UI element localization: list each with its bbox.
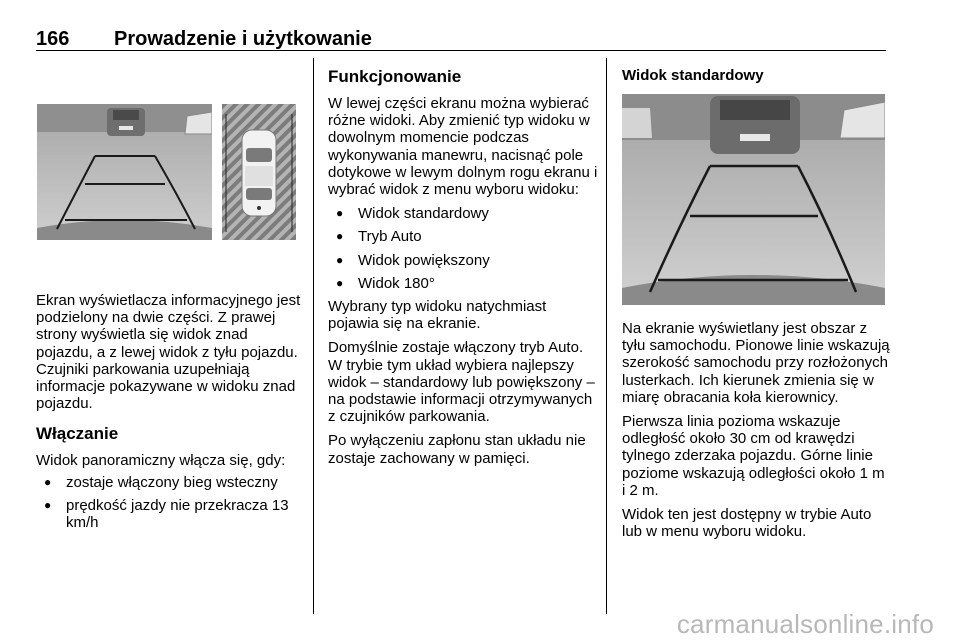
list-item: ● prędkość jazdy nie przekracza 13 km/h [36,497,308,531]
function-paragraph-2: Wybrany typ widoku natychmiast pojawia się na ekranie. [328,298,547,333]
chapter-title: Prowadzenie i użytkowanie [114,28,372,50]
column-divider-2 [606,58,607,614]
top-view-image [222,104,296,240]
activation-conditions-list [36,474,308,532]
function-paragraph-1: W lewej części ekranu można wybierać różne widoki. Aby zmienić typ widoku w dowolnym momencie podczas wykonywania manewru, nacisnąć pole dotykowe w lewym dolnym rogu ekranu i wybrać widok z menu wyboru widoku: [328,95,598,199]
column-divider-1 [313,58,314,614]
list-item: ● zostaje włączony bieg wsteczny [36,474,308,491]
page-number: 166 [36,28,70,50]
list-item: ● Widok powiększony [328,252,600,269]
standard-view-image [622,94,885,305]
section-heading-widok-standardowy: Widok standardowy [622,67,764,84]
column-3 [622,320,890,547]
standard-view-paragraph-2: Pierwsza linia pozioma wskazuje odległość około 30 cm od krawędzi tylnego zderzaka pojazdu. Górne linie poziome wskazują odległości około 1 m i 2 m. [622,413,885,499]
list-item: ● Widok standardowy [328,205,600,222]
list-item: ● Tryb Auto [328,228,600,245]
column-1 [36,292,308,537]
column-2 [328,67,600,474]
activation-text: Widok panoramiczny włącza się, gdy: [36,452,286,470]
intro-paragraph: Ekran wyświetlacza informacyjnego jest podzielony na dwie części. Z prawej strony wyświetla się widok znad pojazdu, a z lewej widok z tyłu pojazdu. Czujniki parkowania uzupełniają informacje pokazywane w widoku znad pojazdu. [36,292,301,413]
function-paragraph-3: Domyślnie zostaje włączony tryb Auto. W trybie tym układ wybiera najlepszy widok – standardowy lub powiększony – na podstawie informacji otrzymywanych z czujników parkowania. [328,339,595,426]
standard-view-paragraph-1: Na ekranie wyświetlany jest obszar z tyłu samochodu. Pionowe linie wskazują szerokość samochodu przy rozłożonych lusterkach. Ich kierunek zmienia się w miarę obracania koła kierownicy. [622,320,890,406]
section-heading-funkcjonowanie: Funkcjonowanie [328,67,462,86]
section-heading-wlaczanie: Włączanie [36,424,119,444]
function-paragraph-4: Po wyłączeniu zapłonu stan układu nie zostaje zachowany w pamięci. [328,432,586,467]
column-3-heading-block [622,67,890,93]
view-types-list [328,205,600,292]
standard-view-paragraph-3: Widok ten jest dostępny w trybie Auto lub w menu wyboru widoku. [622,506,872,541]
header-rule [36,50,886,51]
list-item: ● Widok 180° [328,275,600,292]
watermark: carmanualsonline.info [676,609,934,639]
rear-camera-view-image [37,104,212,240]
